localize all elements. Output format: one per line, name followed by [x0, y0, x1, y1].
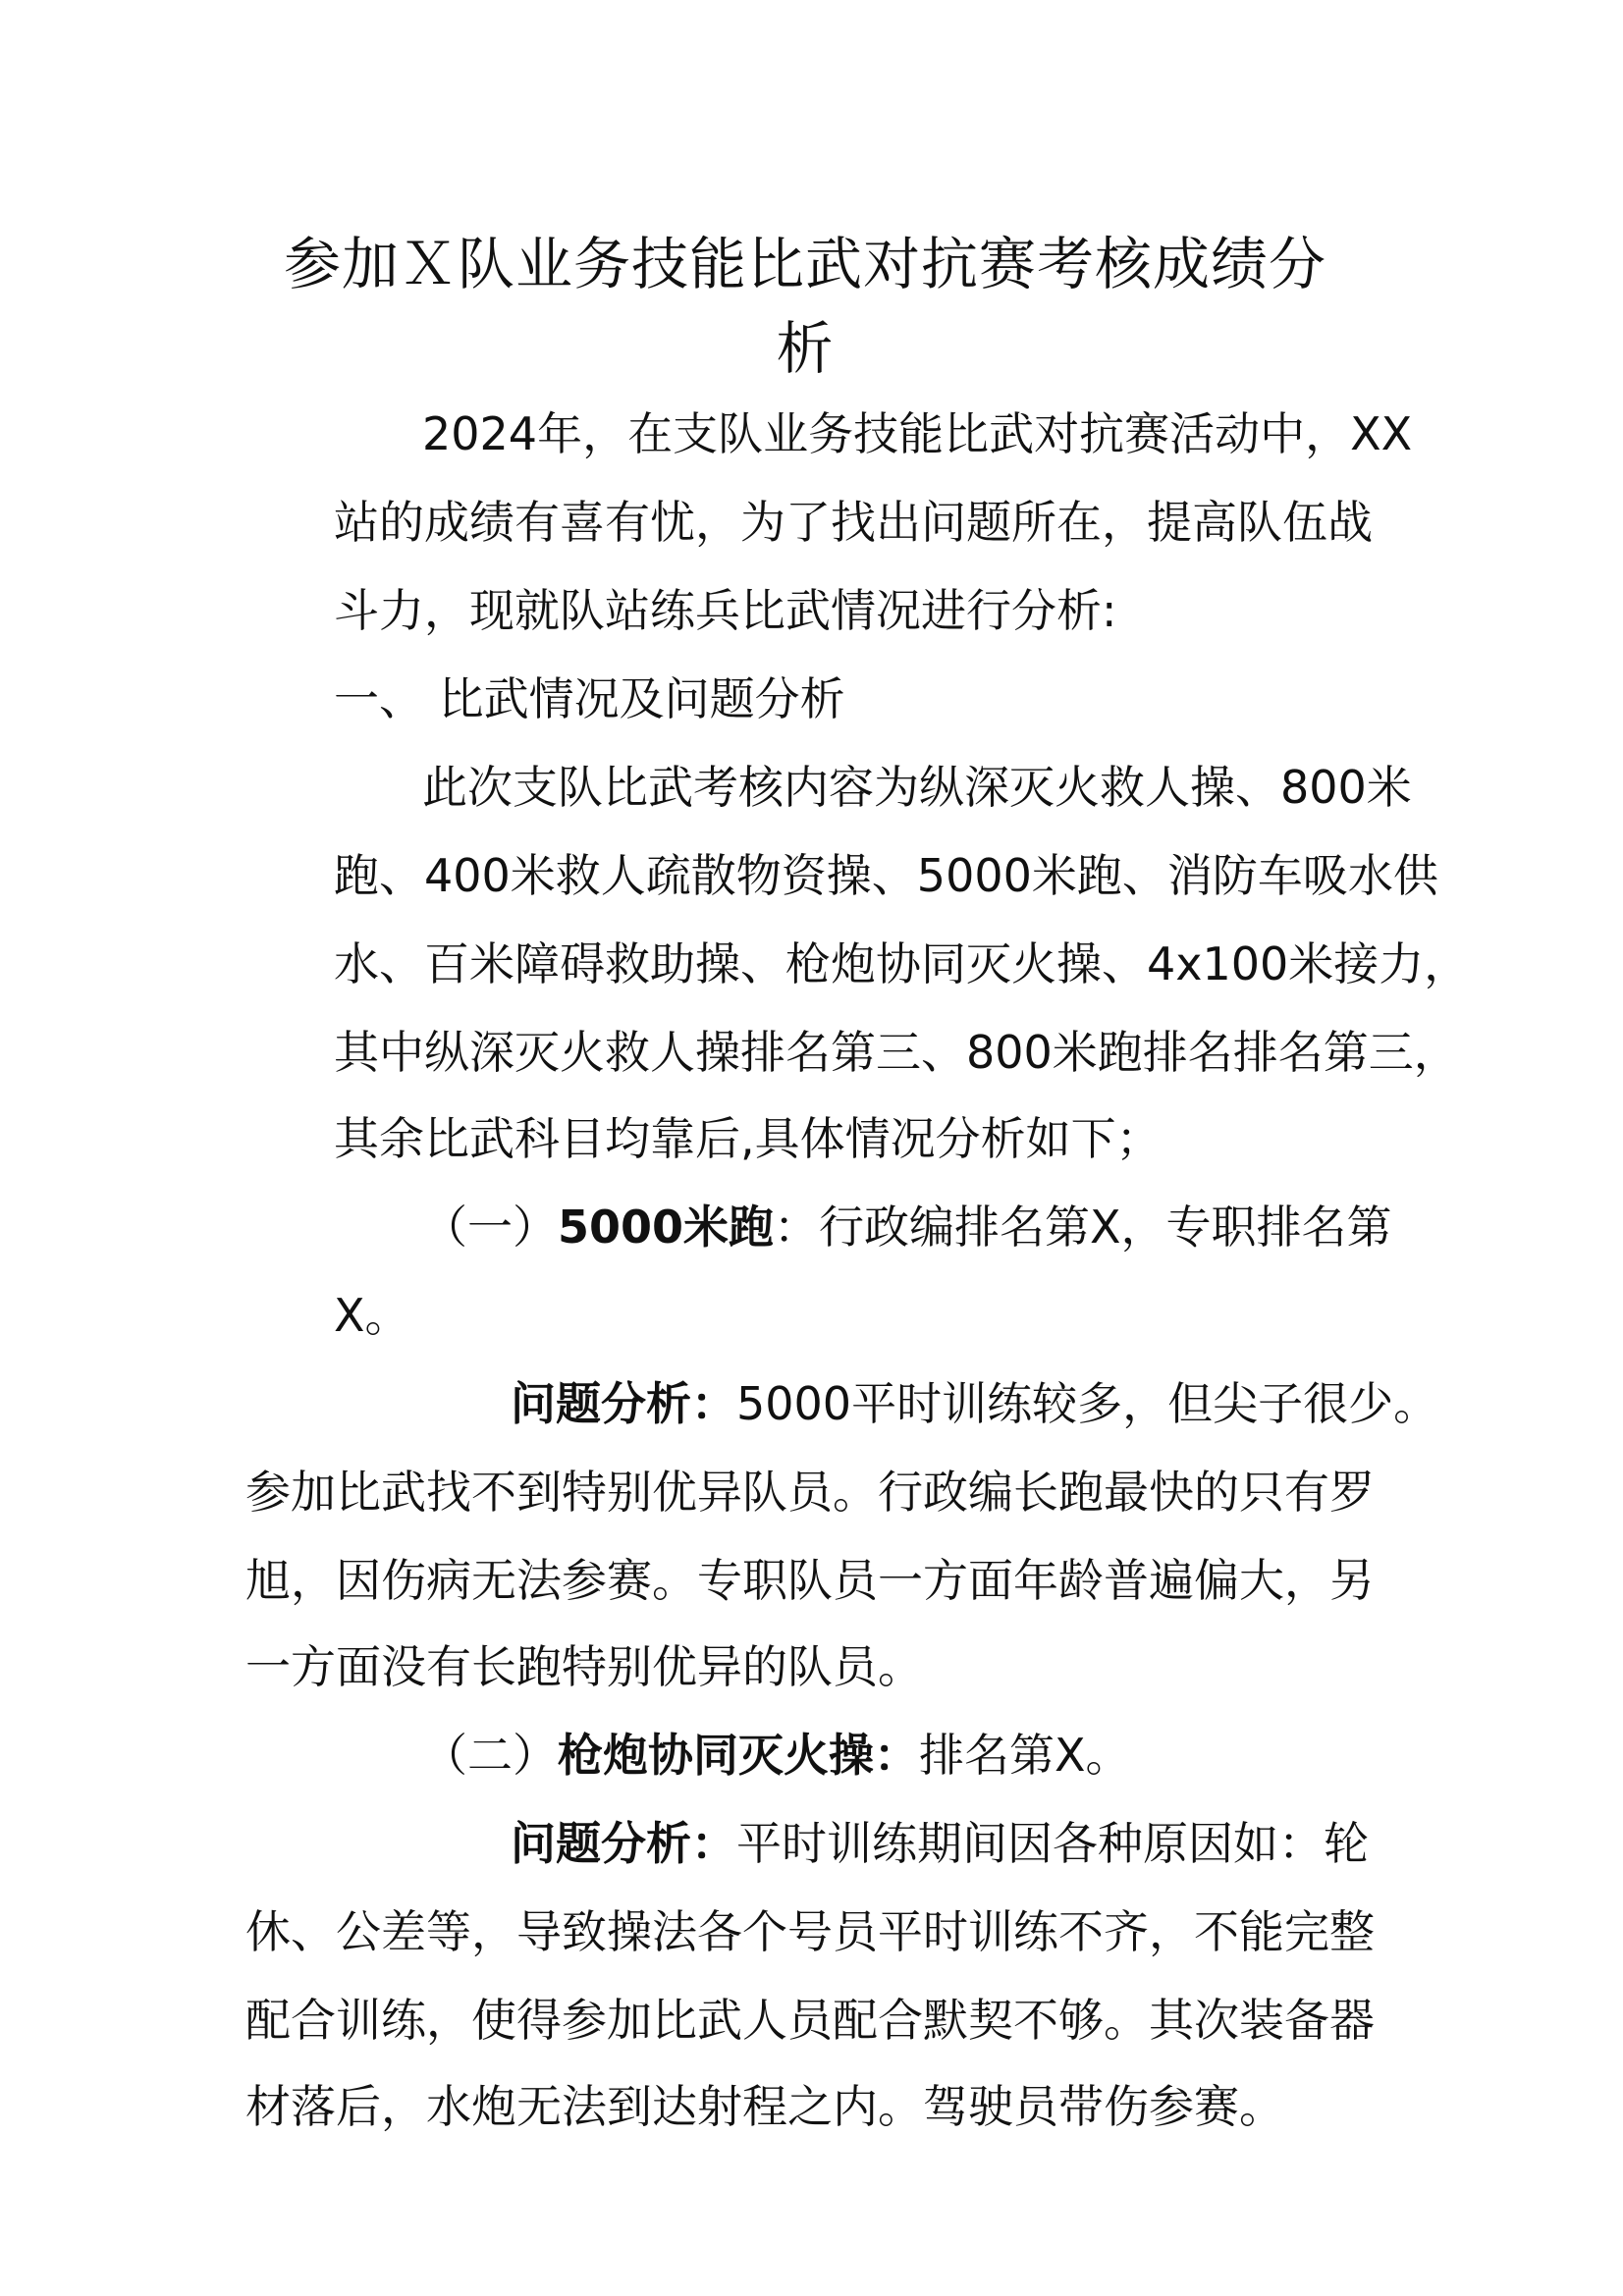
- item-2-analysis-line-2: 休、公差等，导致操法各个号员平时训练不齐，不能完整: [245, 1905, 1375, 1958]
- item-2-analysis-label: 问题分析：: [511, 1817, 736, 1870]
- section-body-line-5: 其余比武科目均靠后,具体情况分析如下；: [334, 1112, 1162, 1165]
- item-1-text-line-2: X。: [334, 1289, 410, 1342]
- section-heading: 一、 比武情况及问题分析: [334, 672, 845, 725]
- item-2-heading: [422, 1724, 1131, 1787]
- item-1-analysis-line-4: 一方面没有长跑特别优异的队员。: [245, 1640, 923, 1693]
- item-1-analysis-line-2: 参加比武找不到特别优异队员。行政编长跑最快的只有罗: [245, 1466, 1375, 1519]
- item-1-heading: [422, 1196, 1392, 1258]
- section-body-line-3: 水、百米障碍救助操、枪炮协同灭火操、4x100米接力，: [334, 937, 1470, 990]
- section-body-line-2: 跑、400米救人疏散物资操、5000米跑、消防车吸水供: [334, 849, 1438, 902]
- item-2-analysis-line-4: 材落后，水炮无法到达射程之内。驾驶员带伤参赛。: [245, 2080, 1284, 2133]
- item-1-analysis-line-3: 旭，因伤病无法参赛。专职队员一方面年龄普遍偏大，另: [245, 1554, 1375, 1607]
- intro-line-3: 斗力，现就队站练兵比武情况进行分析:: [334, 584, 1117, 637]
- item-1-analysis-line-1: [511, 1372, 1438, 1435]
- item-2-analysis-line-1: [511, 1812, 1369, 1875]
- item-1-text: ：行政编排名第X，专职排名第: [774, 1201, 1392, 1254]
- document-title: [245, 222, 1365, 391]
- intro-line-2: 站的成绩有喜有忧，为了找出问题所在，提高队伍战: [334, 496, 1373, 549]
- item-1-analysis-text: 5000平时训练较多，但尖子很少。: [736, 1377, 1439, 1430]
- item-2-text: 排名第X。: [919, 1729, 1131, 1782]
- item-2-analysis-line-3: 配合训练，使得参加比武人员配合默契不够。其次装备器: [245, 1994, 1375, 2047]
- intro-line-1: 2024年，在支队业务技能比武对抗赛活动中，XX: [422, 407, 1413, 460]
- item-2-name: 枪炮协同灭火操：: [558, 1729, 919, 1782]
- item-2-analysis-text: 平时训练期间因各种原因如：轮: [736, 1817, 1369, 1870]
- title-line-2: 析: [776, 315, 835, 382]
- item-2-prefix: （二）: [422, 1729, 558, 1782]
- section-body-line-4: 其中纵深灭火救人操排名第三、800米跑排名排名第三，: [334, 1026, 1459, 1079]
- title-line-1: 参加Ｘ队业务技能比武对抗赛考核成绩分: [283, 231, 1326, 297]
- item-1-analysis-label: 问题分析：: [511, 1377, 736, 1430]
- section-body-line-1: 此次支队比武考核内容为纵深灭火救人操、800米: [422, 761, 1412, 814]
- item-1-prefix: （一）: [422, 1201, 558, 1254]
- item-1-name: 5000米跑: [558, 1201, 775, 1254]
